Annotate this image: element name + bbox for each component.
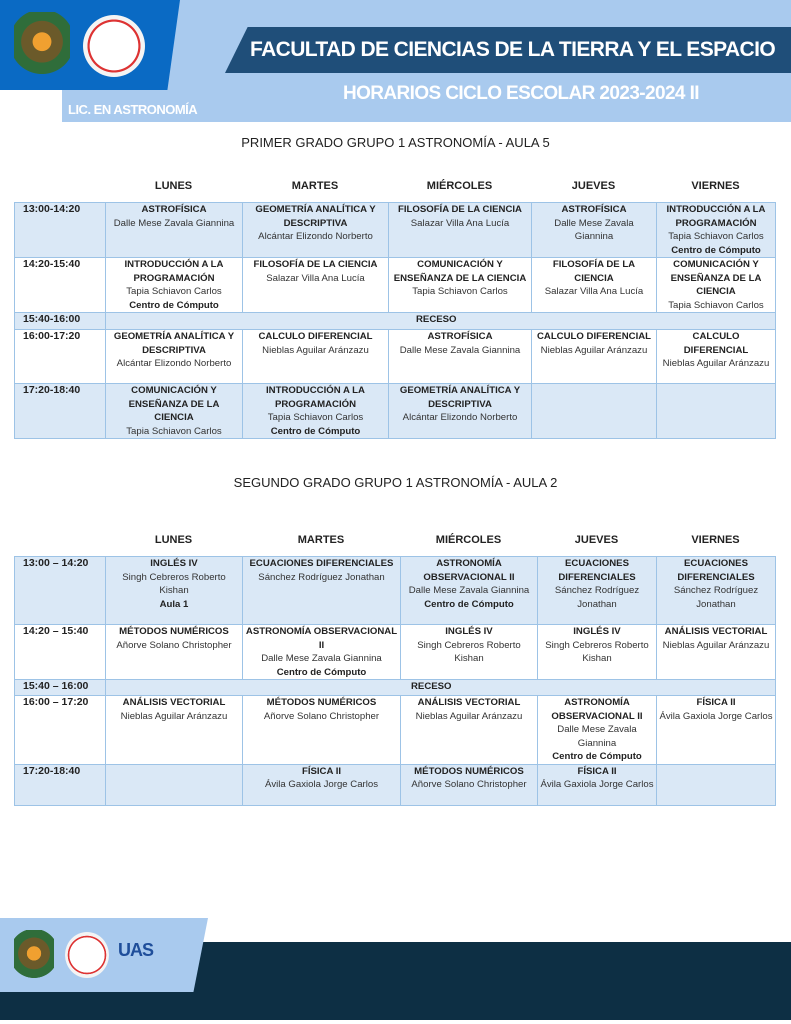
class-cell — [106, 625, 243, 680]
header-cutout — [0, 90, 62, 122]
subject-name: ASTRONOMÍA OBSERVACIONAL II — [551, 697, 643, 722]
time-slot: 16:00-17:20 — [15, 330, 106, 384]
class-cell — [243, 384, 389, 439]
teacher-name: Tapia Schiavon Carlos — [126, 425, 222, 437]
class-cell — [401, 625, 538, 680]
day-header: MIÉRCOLES — [435, 534, 502, 546]
subject-name: COMUNICACIÓN Y ENSEÑANZA DE LA CIENCIA — [128, 385, 220, 423]
class-cell — [657, 557, 776, 625]
class-cell — [657, 258, 776, 313]
subject-name: INGLÉS IV — [150, 558, 198, 569]
schedule-row — [15, 764, 776, 805]
class-cell — [389, 384, 532, 439]
class-cell — [243, 764, 401, 805]
day-header-spacer — [14, 534, 105, 546]
faculty-seal-logo — [83, 15, 145, 77]
teacher-name: Añorve Solano Christopher — [263, 710, 380, 722]
class-cell — [243, 258, 389, 313]
subject-name: FÍSICA II — [301, 765, 342, 777]
subject-name: GEOMETRÍA ANALÍTICA Y DESCRIPTIVA — [399, 385, 521, 410]
class-cell — [243, 696, 401, 765]
time-slot: 15:40-16:00 — [15, 313, 106, 330]
class-cell — [657, 696, 776, 765]
class-cell — [538, 764, 657, 805]
schedule-row — [15, 330, 776, 384]
class-cell — [106, 258, 243, 313]
subject-name: ASTRONOMÍA OBSERVACIONAL II — [245, 626, 398, 651]
class-cell — [532, 203, 657, 258]
schedule-row — [15, 625, 776, 680]
teacher-name: Singh Cebreros Roberto Kishan — [545, 639, 649, 664]
day-header: LUNES — [154, 180, 193, 192]
schedule-table — [14, 556, 776, 806]
subject-name: INTRODUCCIÓN A LA PROGRAMACIÓN — [266, 385, 365, 410]
day-header: MIÉRCOLES — [426, 180, 493, 192]
footer-seal-logo — [65, 932, 109, 978]
schedule-row — [15, 680, 776, 696]
time-slot: 17:20-18:40 — [15, 384, 106, 439]
class-cell — [532, 330, 657, 384]
subject-name: FÍSICA II — [696, 697, 736, 708]
subject-name: COMUNICACIÓN Y ENSEÑANZA DE LA CIENCIA — [393, 259, 527, 284]
day-header: LUNES — [154, 534, 193, 546]
teacher-name: Tapia Schiavon Carlos — [412, 286, 508, 297]
receso-cell: RECESO — [106, 680, 776, 696]
subject-name: FÍSICA II — [577, 765, 617, 777]
room-name: Centro de Cómputo — [552, 751, 642, 762]
subject-name: ECUACIONES DIFERENCIALES — [558, 558, 636, 583]
schedule-row — [15, 557, 776, 625]
teacher-name: Salazar Villa Ana Lucía — [544, 286, 644, 297]
schedule-title: PRIMER GRADO GRUPO 1 ASTRONOMÍA - AULA 5 — [241, 135, 550, 150]
class-cell — [538, 625, 657, 680]
class-cell — [389, 203, 532, 258]
teacher-name: Dalle Mese Zavala Giannina — [408, 585, 530, 596]
class-cell — [243, 625, 401, 680]
subject-name: ECUACIONES DIFERENCIALES — [249, 558, 394, 569]
teacher-name: Singh Cebreros Roberto Kishan — [122, 571, 226, 596]
teacher-name: Nieblas Aguilar Aránzazu — [540, 344, 648, 356]
teacher-name: Nieblas Aguilar Aránzazu — [662, 358, 770, 369]
day-header-spacer — [14, 180, 105, 192]
subject-name: ANÁLISIS VECTORIAL — [417, 697, 521, 708]
class-cell — [106, 330, 243, 384]
class-cell — [401, 764, 538, 805]
subject-name: ANÁLISIS VECTORIAL — [122, 697, 226, 708]
subject-name: COMUNICACIÓN Y ENSEÑANZA DE LA CIENCIA — [670, 259, 762, 297]
class-cell — [401, 696, 538, 765]
subject-name: INGLÉS IV — [573, 626, 621, 637]
class-cell — [657, 203, 776, 258]
day-header: JUEVES — [574, 534, 619, 546]
teacher-name: Nieblas Aguilar Aránzazu — [120, 710, 228, 722]
subject-name: MÉTODOS NUMÉRICOS — [266, 697, 377, 708]
teacher-name: Nieblas Aguilar Aránzazu — [262, 344, 369, 356]
teacher-name: Tapia Schiavon Carlos — [668, 299, 764, 311]
class-cell — [243, 203, 389, 258]
class-cell — [657, 330, 776, 384]
teacher-name: Sánchez Rodríguez Jonathan — [673, 585, 759, 610]
receso-cell: RECESO — [106, 313, 776, 330]
time-slot: 14:20-15:40 — [15, 258, 106, 313]
subject-name: ASTRONOMÍA OBSERVACIONAL II — [423, 558, 515, 583]
subject-name: FILOSOFÍA DE LA CIENCIA — [397, 204, 522, 215]
subject-name: ASTROFÍSICA — [427, 331, 493, 342]
teacher-name: Tapia Schiavon Carlos — [126, 286, 222, 297]
schedule-row — [15, 313, 776, 330]
class-cell — [106, 203, 243, 258]
teacher-name: Tapia Schiavon Carlos — [668, 231, 764, 242]
day-header: VIERNES — [691, 180, 740, 192]
teacher-name: Añorve Solano Christopher — [116, 639, 232, 651]
schedule-title: SEGUNDO GRADO GRUPO 1 ASTRONOMÍA - AULA 2 — [233, 475, 558, 490]
teacher-name: Dalle Mese Zavala Giannina — [113, 217, 235, 229]
teacher-name: Tapia Schiavon Carlos — [267, 412, 364, 423]
day-header-row — [14, 534, 775, 546]
class-cell — [389, 258, 532, 313]
class-cell — [532, 384, 657, 439]
teacher-name: Añorve Solano Christopher — [411, 779, 527, 790]
class-cell — [657, 384, 776, 439]
day-header: MARTES — [297, 534, 345, 546]
teacher-name: Salazar Villa Ana Lucía — [266, 272, 365, 284]
room-name: Centro de Cómputo — [276, 666, 367, 678]
room-name: Centro de Cómputo — [424, 598, 514, 610]
schedule-row — [15, 696, 776, 765]
room-name: Centro de Cómputo — [129, 299, 219, 311]
university-crest-logo — [14, 12, 70, 78]
subject-name: ANÁLISIS VECTORIAL — [664, 626, 768, 637]
time-slot: 17:20-18:40 — [15, 764, 106, 805]
class-cell — [106, 764, 243, 805]
class-cell — [389, 330, 532, 384]
teacher-name: Dalle Mese Zavala Giannina — [557, 724, 637, 749]
subject-name: CALCULO DIFERENCIAL — [536, 331, 652, 342]
subject-name: FILOSOFÍA DE LA CIENCIA — [253, 259, 378, 270]
subject-name: GEOMETRÍA ANALÍTICA Y DESCRIPTIVA — [255, 204, 376, 229]
subject-name: INTRODUCCIÓN A LA PROGRAMACIÓN — [666, 204, 766, 229]
class-cell — [243, 557, 401, 625]
time-slot: 13:00 – 14:20 — [15, 557, 106, 625]
teacher-name: Sánchez Rodríguez Jonathan — [554, 585, 640, 610]
faculty-title: FACULTAD DE CIENCIAS DE LA TIERRA Y EL ESPACIO — [250, 38, 776, 61]
schedule-row — [15, 384, 776, 439]
class-cell — [106, 557, 243, 625]
day-header: JUEVES — [571, 180, 616, 192]
subject-name: ASTROFÍSICA — [561, 204, 627, 215]
teacher-name: Ávila Gaxiola Jorge Carlos — [264, 779, 379, 790]
cycle-subtitle: HORARIOS CICLO ESCOLAR 2023-2024 II — [343, 83, 699, 104]
subject-name: MÉTODOS NUMÉRICOS — [414, 765, 524, 777]
teacher-name: Dalle Mese Zavala Giannina — [554, 217, 634, 242]
uas-logo: UAS — [118, 940, 154, 960]
teacher-name: Singh Cebreros Roberto Kishan — [417, 639, 521, 664]
time-slot: 14:20 – 15:40 — [15, 625, 106, 680]
teacher-name: Alcántar Elizondo Norberto — [116, 358, 232, 369]
teacher-name: Dalle Mese Zavala Giannina — [399, 344, 521, 356]
teacher-name: Dalle Mese Zavala Giannina — [261, 653, 382, 664]
subject-name: CALCULO DIFERENCIAL — [683, 331, 749, 356]
teacher-name: Alcántar Elizondo Norberto — [258, 231, 373, 242]
room-name: Centro de Cómputo — [270, 425, 361, 437]
teacher-name: Nieblas Aguilar Aránzazu — [662, 639, 770, 651]
subject-name: CALCULO DIFERENCIAL — [258, 331, 373, 342]
class-cell — [538, 696, 657, 765]
time-slot: 15:40 – 16:00 — [15, 680, 106, 696]
time-slot: 16:00 – 17:20 — [15, 696, 106, 765]
class-cell — [106, 384, 243, 439]
day-header-row — [14, 180, 775, 192]
teacher-name: Nieblas Aguilar Aránzazu — [415, 710, 523, 722]
class-cell — [532, 258, 657, 313]
subject-name: GEOMETRÍA ANALÍTICA Y DESCRIPTIVA — [113, 331, 235, 356]
day-header: VIERNES — [691, 534, 740, 546]
subject-name: ECUACIONES DIFERENCIALES — [677, 558, 755, 583]
class-cell — [243, 330, 389, 384]
class-cell — [657, 625, 776, 680]
subject-name: FILOSOFÍA DE LA CIENCIA — [552, 259, 636, 284]
class-cell — [538, 557, 657, 625]
teacher-name: Ávila Gaxiola Jorge Carlos — [540, 779, 654, 790]
class-cell — [657, 764, 776, 805]
day-header: MARTES — [291, 180, 339, 192]
subject-name: INGLÉS IV — [445, 626, 493, 637]
teacher-name: Sánchez Rodríguez Jonathan — [258, 571, 385, 583]
subject-name: INTRODUCCIÓN A LA PROGRAMACIÓN — [124, 259, 224, 284]
teacher-name: Ávila Gaxiola Jorge Carlos — [659, 710, 773, 722]
teacher-name: Alcántar Elizondo Norberto — [402, 412, 518, 423]
subject-name: ASTROFÍSICA — [141, 204, 207, 215]
class-cell — [401, 557, 538, 625]
time-slot: 13:00-14:20 — [15, 203, 106, 258]
schedule-table — [14, 202, 776, 439]
schedule-row — [15, 203, 776, 258]
teacher-name: Salazar Villa Ana Lucía — [410, 217, 510, 229]
schedule-row — [15, 258, 776, 313]
career-label: LIC. EN ASTRONOMÍA — [68, 102, 198, 117]
room-name: Aula 1 — [159, 598, 189, 610]
footer-crest-logo — [14, 930, 54, 982]
class-cell — [106, 696, 243, 765]
room-name: Centro de Cómputo — [671, 244, 761, 256]
subject-name: MÉTODOS NUMÉRICOS — [119, 626, 229, 637]
